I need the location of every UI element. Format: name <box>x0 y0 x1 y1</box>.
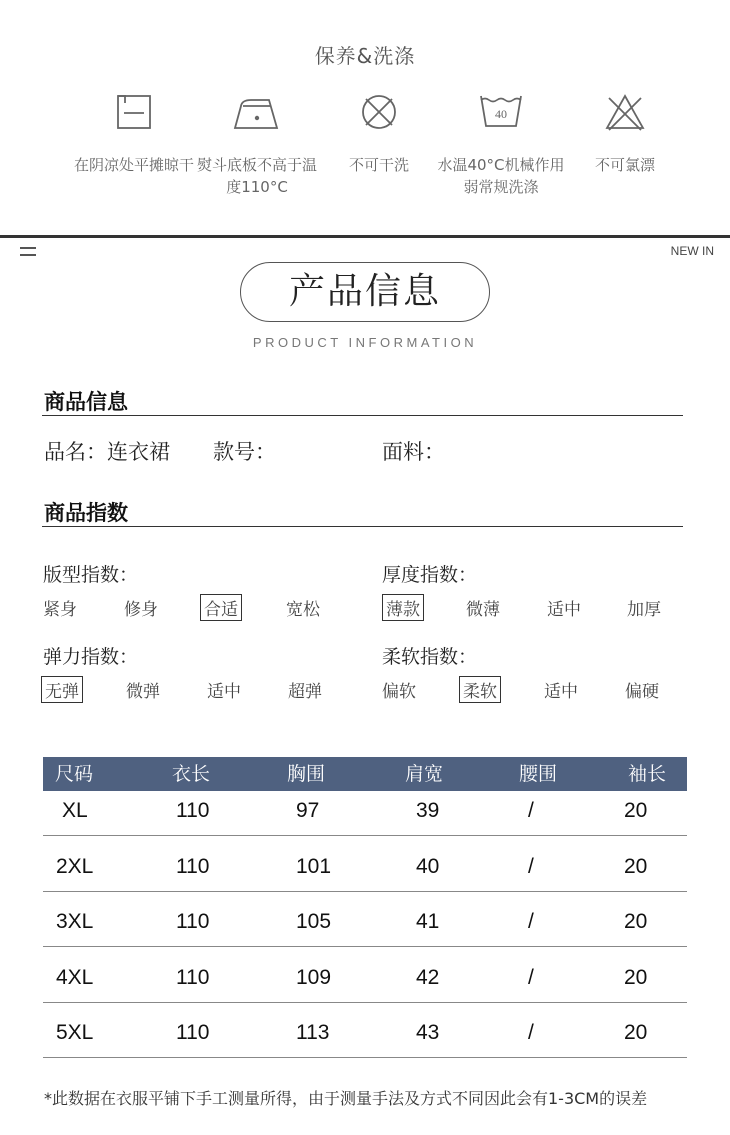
table-cell: 110 <box>176 1021 210 1044</box>
table-cell: 2XL <box>56 854 94 878</box>
new-in-label: NEW IN <box>670 244 714 258</box>
col-header-shoulder: 肩宽 <box>405 763 444 785</box>
table-cell: 110 <box>176 799 210 822</box>
care-label: 熨斗底板不高于温度110°C <box>196 156 317 196</box>
section-divider <box>0 235 730 238</box>
table-cell: 43 <box>416 1021 440 1044</box>
table-cell: 20 <box>624 910 648 933</box>
menu-icon[interactable] <box>20 247 36 261</box>
table-row-divider <box>43 891 687 892</box>
col-header-length: 衣长 <box>172 763 211 785</box>
care-item-no-dry-clean <box>314 92 444 176</box>
iron-icon <box>231 92 283 132</box>
care-item-wash-40 <box>436 92 566 198</box>
elasticity-option: 超弹 <box>288 682 322 702</box>
fit-index-title: 版型指数： <box>43 564 139 586</box>
elasticity-option: 适中 <box>207 682 241 702</box>
table-cell: 20 <box>624 854 648 878</box>
fit-option: 宽松 <box>286 600 320 620</box>
care-label: 不可氯漂 <box>594 156 655 174</box>
fit-option: 紧身 <box>43 600 77 620</box>
col-header-waist: 腰围 <box>519 763 558 785</box>
no-bleach-icon <box>603 92 647 132</box>
softness-index-title: 柔软指数： <box>382 646 478 668</box>
table-cell: / <box>528 965 534 989</box>
table-cell: / <box>528 799 534 822</box>
col-header-bust: 胸围 <box>287 763 326 785</box>
care-label: 不可干洗 <box>348 156 409 174</box>
table-cell: / <box>528 854 534 878</box>
product-name: 品名：连衣裙 <box>44 440 170 464</box>
thickness-option: 适中 <box>547 600 581 620</box>
softness-option: 适中 <box>544 682 578 702</box>
elasticity-option-selected: 无弹 <box>41 676 83 703</box>
wash-temp-text: 40 <box>495 107 507 121</box>
elasticity-option: 微弹 <box>126 682 160 702</box>
product-info-subtitle: PRODUCT INFORMATION <box>252 335 478 350</box>
table-cell: 97 <box>296 799 320 822</box>
table-cell: 20 <box>624 965 648 989</box>
table-cell: 40 <box>416 854 440 878</box>
thickness-index-title: 厚度指数： <box>382 564 478 586</box>
col-header-size: 尺码 <box>55 763 94 785</box>
care-item-iron <box>192 92 322 198</box>
care-title: 保养&洗涤 <box>314 44 416 68</box>
table-row-divider <box>43 946 687 947</box>
wash-40-icon <box>477 92 525 132</box>
softness-option-selected: 柔软 <box>459 676 501 703</box>
table-cell: 101 <box>296 854 332 878</box>
care-label: 水温40°C机械作用弱常规洗涤 <box>437 156 565 196</box>
size-table-header <box>43 757 687 791</box>
softness-option: 偏软 <box>382 682 416 702</box>
heading-rule <box>42 415 683 416</box>
style-number: 款号： <box>213 440 276 464</box>
table-cell: 4XL <box>56 965 94 989</box>
table-cell: 41 <box>416 910 440 933</box>
table-row-divider <box>43 1002 687 1003</box>
fabric: 面料： <box>382 440 445 464</box>
footnote: *此数据在衣服平铺下手工测量所得，由于测量手法及方式不同因此会有1-3CM的误差 <box>44 1089 648 1108</box>
table-cell: 20 <box>624 1021 648 1044</box>
indices-heading: 商品指数 <box>44 501 128 525</box>
table-cell: 3XL <box>56 910 94 933</box>
product-info-heading: 商品信息 <box>44 390 128 414</box>
table-cell: 113 <box>296 1021 330 1044</box>
table-cell: 110 <box>176 854 210 878</box>
table-cell: 109 <box>296 965 332 989</box>
table-cell: 110 <box>176 965 210 989</box>
table-cell: / <box>528 910 534 933</box>
softness-option: 偏硬 <box>625 682 659 702</box>
table-cell: 42 <box>416 965 440 989</box>
thickness-option: 微薄 <box>466 600 500 620</box>
elasticity-index-title: 弹力指数： <box>43 646 139 668</box>
table-cell: 39 <box>416 799 440 822</box>
product-info-title: 产品信息 <box>240 262 490 322</box>
care-item-no-bleach <box>560 92 690 176</box>
table-cell: 105 <box>296 910 332 933</box>
thickness-option-selected: 薄款 <box>382 594 424 621</box>
table-cell: 20 <box>624 799 648 822</box>
fit-option-selected: 合适 <box>200 594 242 621</box>
care-label: 在阴凉处平摊晾干 <box>73 156 194 174</box>
table-cell: / <box>528 1021 534 1044</box>
table-row-divider <box>43 1057 687 1058</box>
no-dry-clean-icon <box>359 92 399 132</box>
flat-dry-shade-icon <box>114 92 154 132</box>
table-row-divider <box>43 835 687 836</box>
col-header-sleeve: 袖长 <box>628 763 667 785</box>
fit-option: 修身 <box>124 600 158 620</box>
table-cell: 5XL <box>56 1021 94 1044</box>
heading-rule <box>42 526 683 527</box>
care-item-flat-dry <box>69 92 199 176</box>
thickness-option: 加厚 <box>627 600 661 620</box>
table-cell: 110 <box>176 910 210 933</box>
table-cell: XL <box>62 799 88 822</box>
